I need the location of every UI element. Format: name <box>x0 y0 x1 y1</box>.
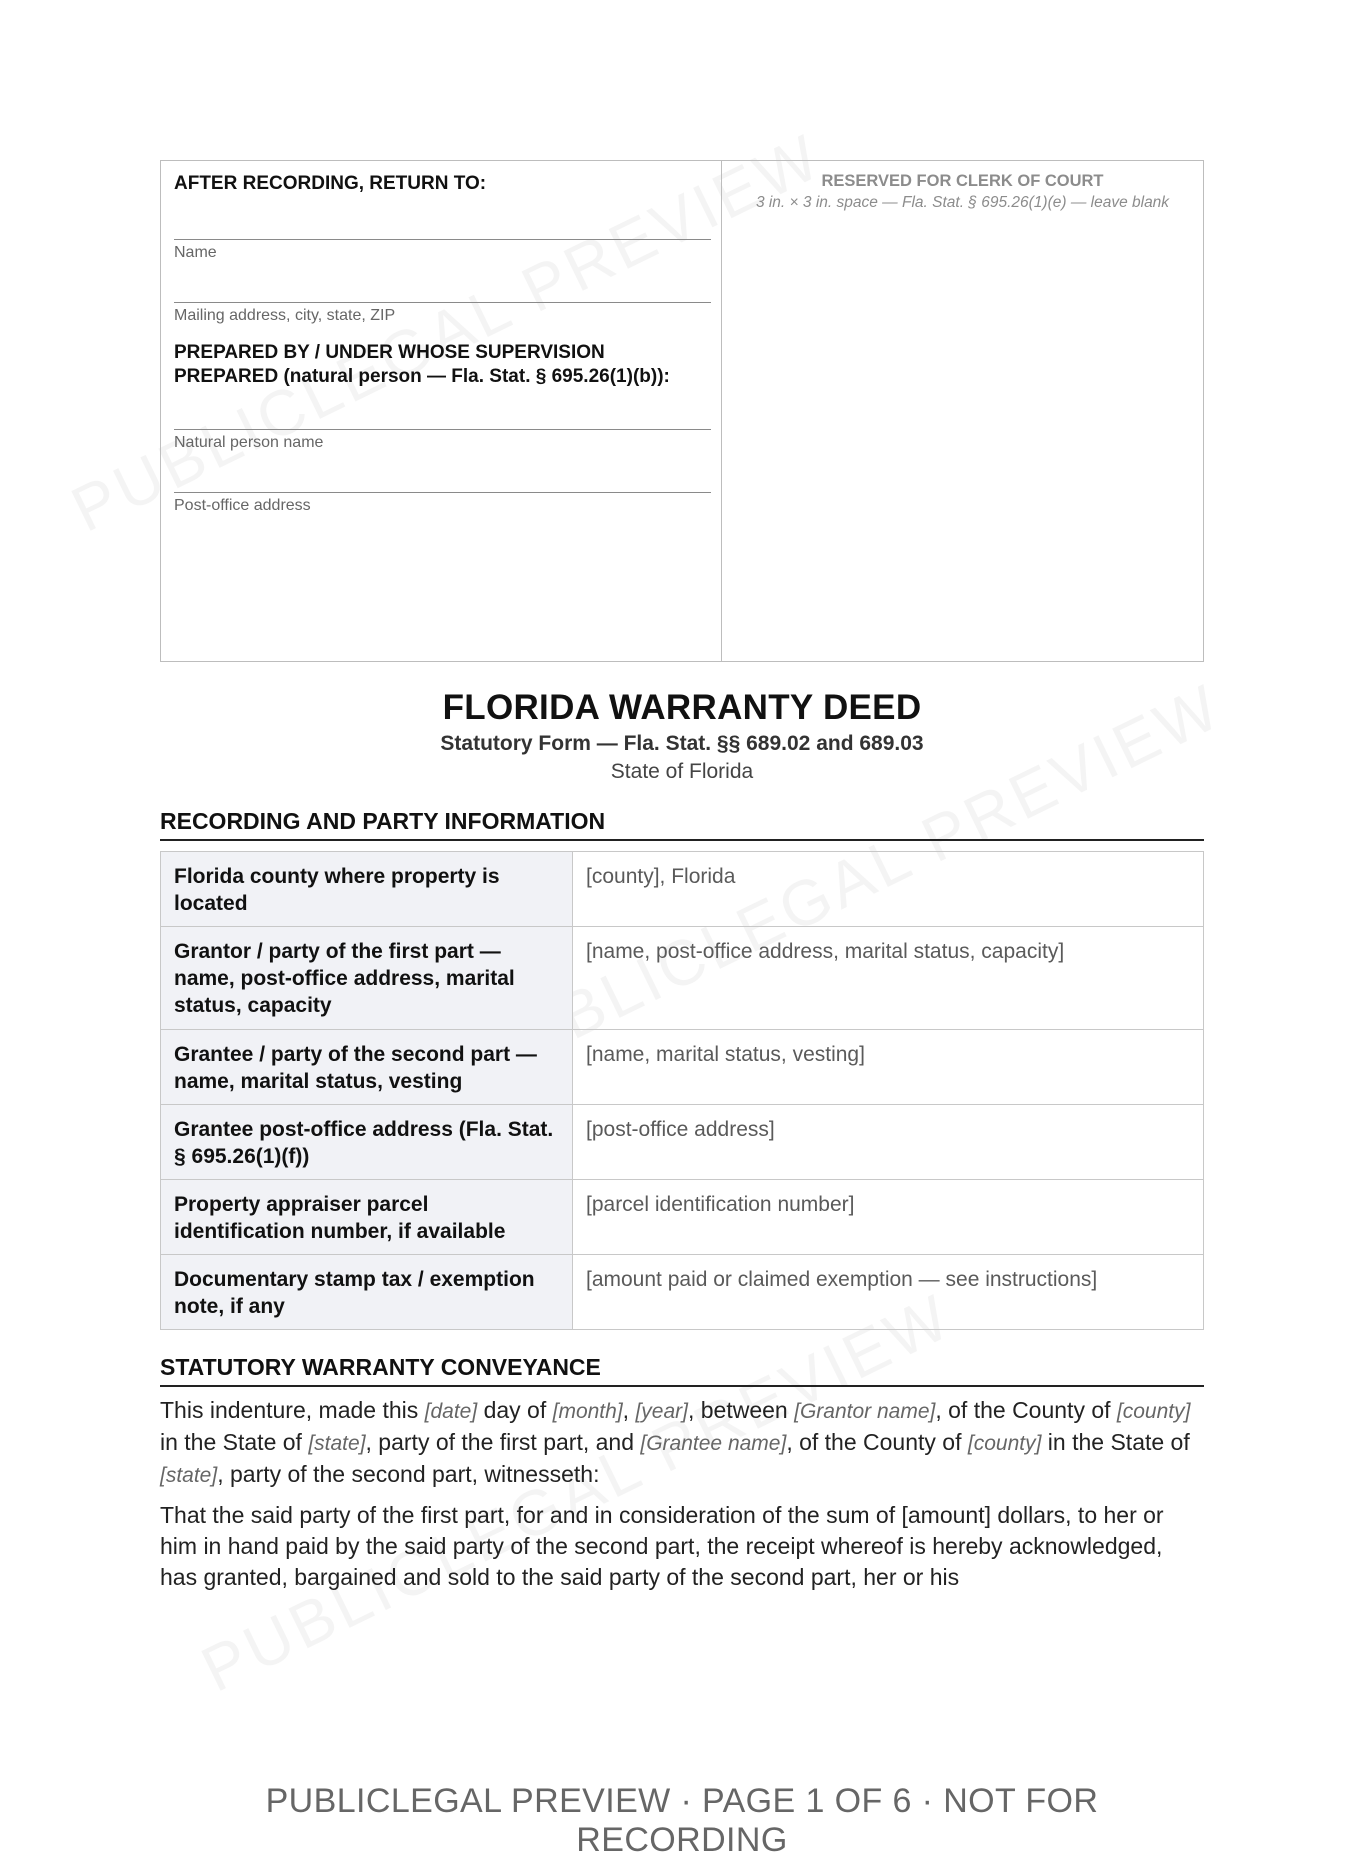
indenture-text: , <box>622 1397 636 1423</box>
document-subtitle: Statutory Form — Fla. Stat. §§ 689.02 and 689.03 <box>440 732 924 755</box>
row-value[interactable]: [name, post-office address, marital status, capacity] <box>573 927 1204 1030</box>
party-section-heading: RECORDING AND PARTY INFORMATION <box>160 808 1204 841</box>
natural-person-caption: Natural person name <box>174 434 324 451</box>
return-heading: AFTER RECORDING, RETURN TO: <box>174 173 487 194</box>
row-label: Property appraiser parcel identification number, if available <box>161 1180 573 1255</box>
clerk-reserved-panel <box>722 161 1203 661</box>
year-placeholder[interactable]: [year] <box>635 1400 688 1423</box>
indenture-text: , party of the second part, witnesseth: <box>217 1461 600 1487</box>
document-state: State of Florida <box>610 760 754 783</box>
indenture-text: day of <box>477 1397 553 1423</box>
grantee-county-placeholder[interactable]: [county] <box>967 1432 1042 1455</box>
grantor-county-placeholder[interactable]: [county] <box>1116 1400 1191 1423</box>
indenture-text: in the State of <box>160 1429 309 1455</box>
row-value[interactable]: [name, marital status, vesting] <box>573 1030 1204 1105</box>
table-row <box>161 1255 1204 1330</box>
indenture-text: , between <box>687 1397 795 1423</box>
indenture-text: , party of the first part, and <box>365 1429 641 1455</box>
clerk-title: RESERVED FOR CLERK OF COURT <box>821 172 1104 190</box>
page-footer: PUBLICLEGAL PREVIEW · PAGE 1 OF 6 · NOT FOR RECORDING <box>265 1782 1099 1859</box>
title-block <box>160 688 1204 784</box>
row-value[interactable]: [parcel identification number] <box>573 1180 1204 1255</box>
row-label: Grantee post-office address (Fla. Stat. § 695.26(1)(f)) <box>161 1105 573 1180</box>
indenture-text: This indenture, made this <box>160 1397 425 1423</box>
row-label: Documentary stamp tax / exemption note, if any <box>161 1255 573 1330</box>
mailing-address-line[interactable] <box>174 262 711 303</box>
mailing-caption: Mailing address, city, state, ZIP <box>174 307 396 324</box>
recording-box <box>160 160 1204 662</box>
month-placeholder[interactable]: [month] <box>552 1400 623 1423</box>
row-label: Grantor / party of the first part — name, post-office address, marital status, capacity <box>161 927 573 1030</box>
grantor-name-placeholder[interactable]: [Grantor name] <box>794 1400 936 1423</box>
row-label: Grantee / party of the second part — name, marital status, vesting <box>161 1030 573 1105</box>
prepared-heading: PREPARED BY / UNDER WHOSE SUPERVISION PREPARED (natural person — Fla. Stat. § 695.26(1)(b)): <box>174 342 670 387</box>
table-row <box>161 927 1204 1030</box>
po-address-caption: Post-office address <box>174 497 311 514</box>
name-caption: Name <box>174 244 217 261</box>
conveyance-section-heading: STATUTORY WARRANTY CONVEYANCE <box>160 1354 1204 1387</box>
grantor-state-placeholder[interactable]: [state] <box>308 1432 366 1455</box>
indenture-paragraph <box>160 1395 1204 1491</box>
po-address-line[interactable] <box>174 452 711 493</box>
grantee-state-placeholder[interactable]: [state] <box>160 1464 218 1487</box>
table-row <box>161 1030 1204 1105</box>
date-placeholder[interactable]: [date] <box>424 1400 478 1423</box>
consideration-paragraph: That the said party of the first part, for and in consideration of the sum of [amount] dollars, to her or him in hand paid by the said party of the second part, the receipt whereof is hereby acknowledged, has granted, bargained and sold to the said party of the second part, her or his <box>160 1502 1164 1590</box>
party-info-table <box>160 851 1204 1330</box>
return-to-panel <box>161 161 722 661</box>
table-row <box>161 1105 1204 1180</box>
indenture-text: , of the County of <box>935 1397 1117 1423</box>
document-title: FLORIDA WARRANTY DEED <box>442 688 922 727</box>
row-value[interactable]: [post-office address] <box>573 1105 1204 1180</box>
table-row <box>161 852 1204 927</box>
row-value[interactable]: [amount paid or claimed exemption — see instructions] <box>573 1255 1204 1330</box>
table-row <box>161 1180 1204 1255</box>
indenture-text: , of the County of <box>786 1429 968 1455</box>
row-value[interactable]: [county], Florida <box>573 852 1204 927</box>
document-page <box>160 160 1204 1593</box>
row-label: Florida county where property is located <box>161 852 573 927</box>
indenture-text: in the State of <box>1041 1429 1190 1455</box>
clerk-note: 3 in. × 3 in. space — Fla. Stat. § 695.26(1)(e) — leave blank <box>755 194 1170 211</box>
name-line[interactable] <box>174 195 711 240</box>
grantee-name-placeholder[interactable]: [Grantee name] <box>640 1432 787 1455</box>
natural-person-line[interactable] <box>174 389 711 430</box>
